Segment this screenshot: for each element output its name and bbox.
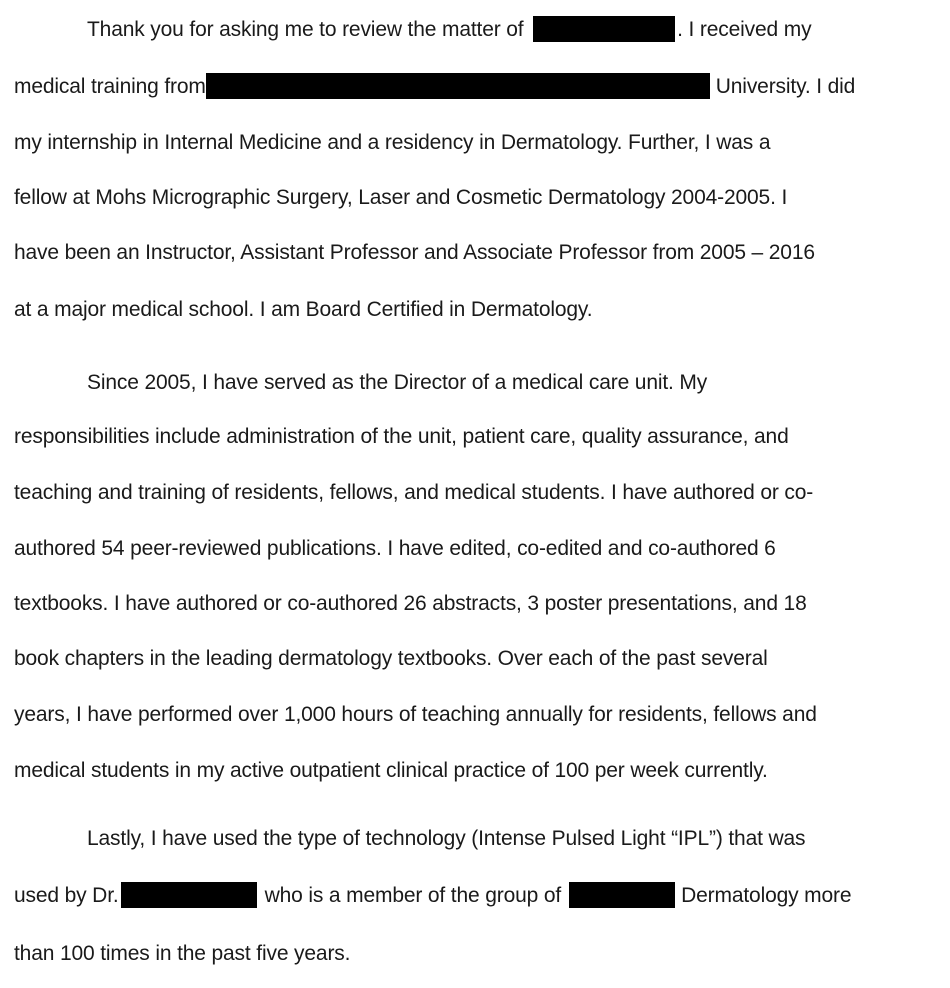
paragraph-2-line-6: book chapters in the leading dermatology textbooks. Over each of the past several [14,647,768,670]
redaction-box [206,73,710,99]
paragraph-1-line-3: my internship in Internal Medicine and a residency in Dermatology. Further, I was a [14,131,771,154]
paragraph-2-line-5: textbooks. I have authored or co-authored 26 abstracts, 3 poster presentations, and 18 [14,592,807,615]
redaction-box [121,882,257,908]
line-text: medical training from [14,75,206,98]
paragraph-1-line-6: at a major medical school. I am Board Certified in Dermatology. [14,298,593,321]
paragraph-2-line-7: years, I have performed over 1,000 hours of teaching annually for residents, fellows and [14,703,817,726]
paragraph-3-line-2 [14,882,851,910]
line-text: Dermatology more [681,884,852,907]
line-text: . I received my [677,18,812,41]
paragraph-2-line-8: medical students in my active outpatient clinical practice of 100 per week currently. [14,759,768,782]
paragraph-2-line-1: Since 2005, I have served as the Director of a medical care unit. My [87,371,708,394]
redaction-box [569,882,675,908]
paragraph-1-line-5: have been an Instructor, Assistant Professor and Associate Professor from 2005 – 2016 [14,241,815,264]
paragraph-3-line-1: Lastly, I have used the type of technology (Intense Pulsed Light “IPL”) that was [87,827,806,850]
line-text: University. I did [715,75,856,98]
line-text: used by Dr. [14,884,119,907]
line-text: who is a member of the group of [264,884,562,907]
paragraph-1-line-4: fellow at Mohs Micrographic Surgery, Laser and Cosmetic Dermatology 2004-2005. I [14,186,788,209]
paragraph-3-line-3: than 100 times in the past five years. [14,942,351,965]
paragraph-2-line-2: responsibilities include administration of the unit, patient care, quality assurance, and [14,425,789,448]
paragraph-2-line-3: teaching and training of residents, fellows, and medical students. I have authored or co- [14,481,814,504]
paragraph-2-line-4: authored 54 peer-reviewed publications. I have edited, co-edited and co-authored 6 [14,537,776,560]
paragraph-1-line-1 [87,16,811,44]
redaction-box [533,16,675,42]
line-text: Thank you for asking me to review the matter of [87,18,524,41]
paragraph-1-line-2 [14,73,855,101]
